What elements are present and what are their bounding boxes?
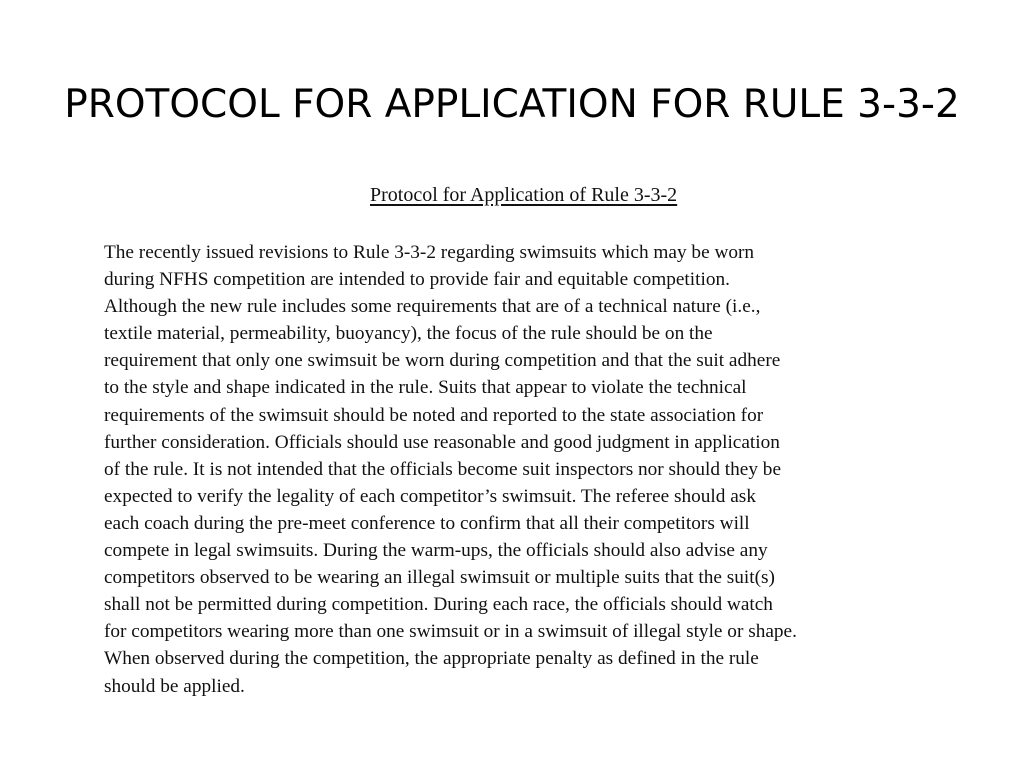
document-line: further consideration. Officials should use reasonable and good judgment in application xyxy=(104,431,780,453)
document-line: each coach during the pre-meet conference to confirm that all their competitors will xyxy=(104,512,750,534)
document-line: When observed during the competition, the appropriate penalty as defined in the rule xyxy=(104,648,759,670)
document-line: expected to verify the legality of each competitor’s swimsuit. The referee should ask xyxy=(104,485,756,507)
slide-title: PROTOCOL FOR APPLICATION FOR RULE 3-3-2 xyxy=(64,82,960,127)
document-line: compete in legal swimsuits. During the warm-ups, the officials should also advise any xyxy=(104,540,768,562)
document-line: during NFHS competition are intended to provide fair and equitable competition. xyxy=(104,269,730,291)
document-heading: Protocol for Application of Rule 3-3-2 xyxy=(370,184,678,206)
document-body xyxy=(104,239,884,700)
document-line: shall not be permitted during competition. During each race, the officials should watch xyxy=(104,594,773,616)
document-line: textile material, permeability, buoyancy), the focus of the rule should be on the xyxy=(104,323,713,345)
document-line: for competitors wearing more than one swimsuit or in a swimsuit of illegal style or shape. xyxy=(104,621,797,643)
document-line: requirement that only one swimsuit be worn during competition and that the suit adhere xyxy=(104,350,781,372)
document-line: The recently issued revisions to Rule 3-3-2 regarding swimsuits which may be worn xyxy=(104,242,755,263)
document-line: requirements of the swimsuit should be noted and reported to the state association for xyxy=(104,404,764,426)
document-line: of the rule. It is not intended that the officials become suit inspectors nor should they be xyxy=(104,458,782,480)
document-line: competitors observed to be wearing an illegal swimsuit or multiple suits that the suit(s) xyxy=(104,567,775,589)
document-line: to the style and shape indicated in the rule. Suits that appear to violate the technical xyxy=(104,377,747,399)
document-line: Although the new rule includes some requirements that are of a technical nature (i.e., xyxy=(104,296,761,318)
document-line: should be applied. xyxy=(104,675,245,697)
